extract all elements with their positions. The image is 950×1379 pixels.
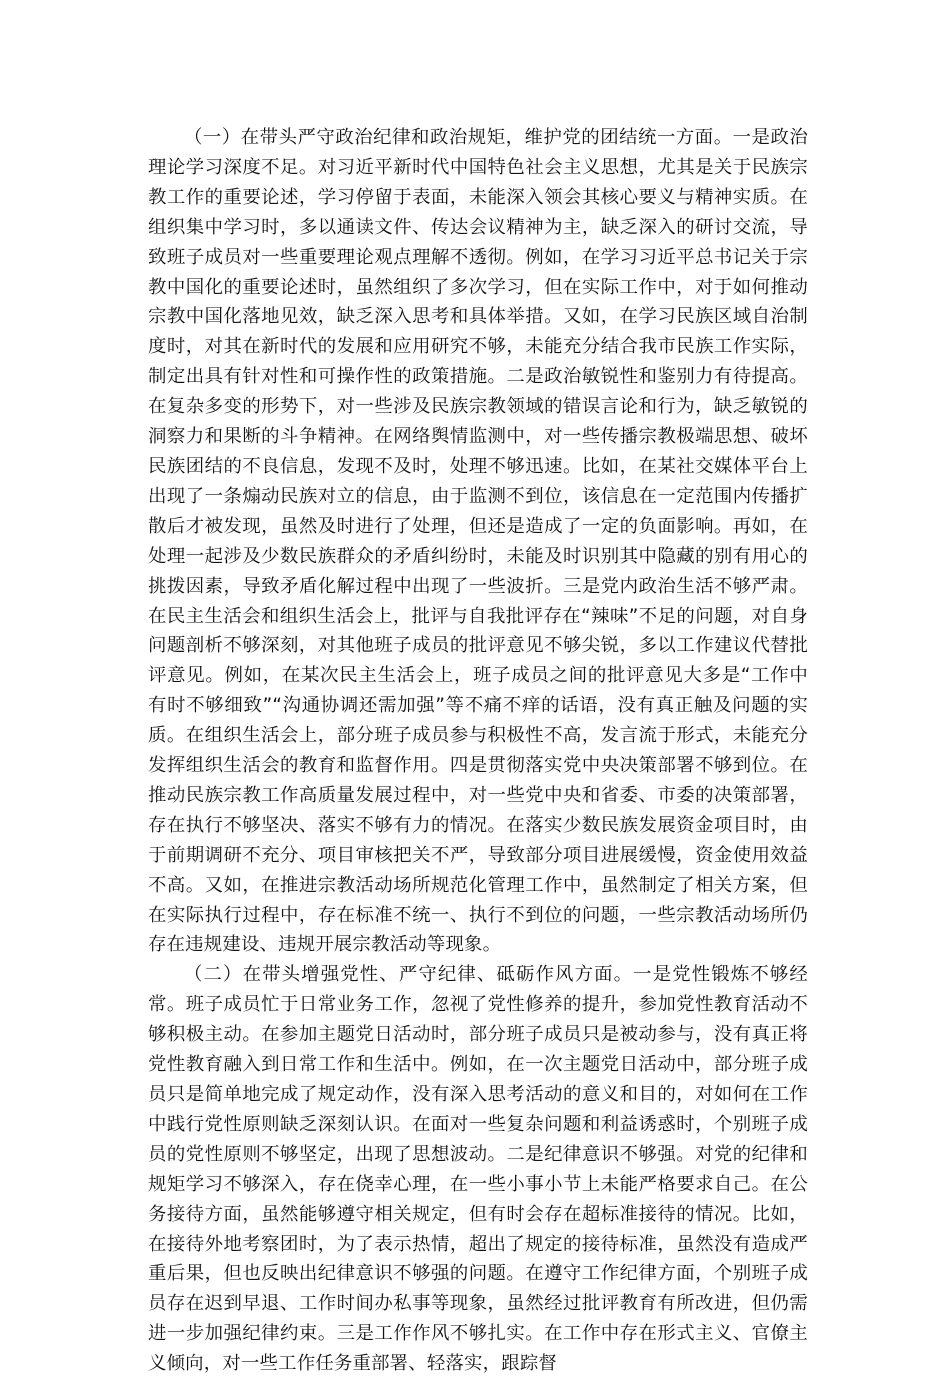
section-two-heading: （二）在带头增强党性、严守纪律、砥砺作风方面。 [184, 964, 634, 986]
section-two-body: 一是党性锻炼不够经常。班子成员忙于日常业务工作，忽视了党性修养的提升，参加党性教育活动不够积极主动。在参加主题党日活动时，部分班子成员只是被动参与，没有真正将党性教育融入到日常工作和生活中。例如，在一次主题党日活动中，部分班子成员只是简单地完成了规定动作，没有深入思考活动的意义和目的，对如何在工作中践行党性原则缺乏深刻认识。在面对一些复杂问题和利益诱惑时，个别班子成员的党性原则不够坚定，出现了思想波动。二是纪律意识不够强。对党的纪律和规矩学习不够深入，存在侥幸心理，在一些小事小节上未能严格要求自己。在公务接待方面，虽然能够遵守相关规定，但有时会存在超标准接待的情况。比如，在接待外地考察团时，为了表示热情，超出了规定的接待标准，虽然没有造成严重后果，但也反映出纪律意识不够强的问题。在遵守工作纪律方面，个别班子成员存在迟到早退、工作时间办私事等现象，虽然经过批评教育有所改进，但仍需进一步加强纪律约束。三是工作作风不够扎实。在工作中存在形式主义、官僚主义倾向，对一些工作任务重部署、轻落实，跟踪督 [148, 964, 808, 1375]
document-body [148, 123, 808, 1379]
section-one-paragraph [148, 123, 808, 960]
section-one-body: 一是政治理论学习深度不足。对习近平新时代中国特色社会主义思想，尤其是关于民族宗教工作的重要论述，学习停留于表面，未能深入领会其核心要义与精神实质。在组织集中学习时，多以通读文件、传达会议精神为主，缺乏深入的研讨交流，导致班子成员对一些重要理论观点理解不透彻。例如，在学习习近平总书记关于宗教中国化的重要论述时，虽然组织了多次学习，但在实际工作中，对于如何推动宗教中国化落地见效，缺乏深入思考和具体举措。又如，在学习民族区域自治制度时，对其在新时代的发展和应用研究不够，未能充分结合我市民族工作实际，制定出具有针对性和可操作性的政策措施。二是政治敏锐性和鉴别力有待提高。在复杂多变的形势下，对一些涉及民族宗教领域的错误言论和行为，缺乏敏锐的洞察力和果断的斗争精神。在网络舆情监测中，对一些传播宗教极端思想、破坏民族团结的不良信息，发现不及时，处理不够迅速。比如，在某社交媒体平台上出现了一条煽动民族对立的信息，由于监测不到位，该信息在一定范围内传播扩散后才被发现，虽然及时进行了处理，但还是造成了一定的负面影响。再如，在处理一起涉及少数民族群众的矛盾纠纷时，未能及时识别其中隐藏的别有用心的挑拨因素，导致矛盾化解过程中出现了一些波折。三是党内政治生活不够严肃。在民主生活会和组织生活会上，批评与自我批评存在“辣味”不足的问题，对自身问题剖析不够深刻，对其他班子成员的批评意见不够尖锐，多以工作建议代替批评意见。例如，在某次民主生活会上，班子成员之间的批评意见大多是“工作中有时不够细致”“沟通协调还需加强”等不痛不痒的话语，没有真正触及问题的实质。在组织生活会上，部分班子成员参与积极性不高，发言流于形式，未能充分发挥组织生活会的教育和监督作用。四是贯彻落实党中央决策部署不够到位。在推动民族宗教工作高质量发展过程中，对一些党中央和省委、市委的决策部署，存在执行不够坚决、落实不够有力的情况。在落实少数民族发展资金项目时，由于前期调研不充分、项目审核把关不严，导致部分项目进展缓慢，资金使用效益不高。又如，在推进宗教活动场所规范化管理工作中，虽然制定了相关方案，但在实际执行过程中，存在标准不统一、执行不到位的问题，一些宗教活动场所仍存在违规建设、违规开展宗教活动等现象。 [148, 127, 808, 956]
section-two-paragraph [148, 960, 808, 1379]
section-one-heading: （一）在带头严守政治纪律和政治规矩，维护党的团结统一方面。 [184, 127, 733, 148]
